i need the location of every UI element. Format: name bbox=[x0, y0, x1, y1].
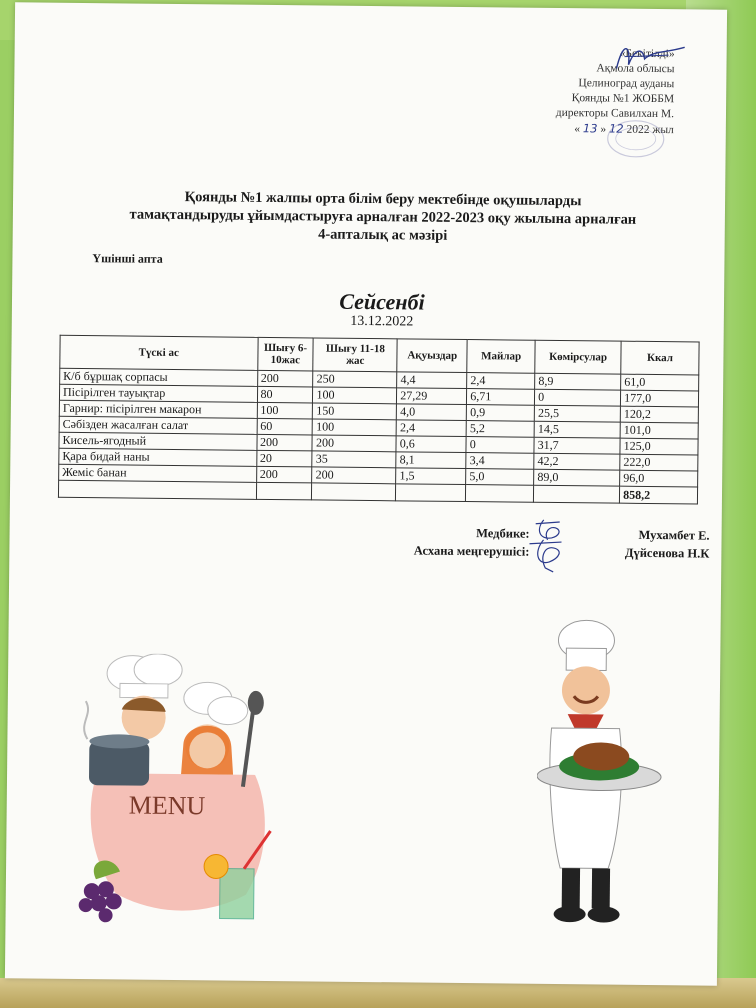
signer-role: Асхана меңгерушісі: bbox=[413, 543, 530, 559]
day-name: Сейсенбі bbox=[339, 288, 425, 315]
menu-word: MENU bbox=[128, 790, 206, 821]
fat-cell: 0,9 bbox=[467, 405, 535, 422]
column-header: Ккал bbox=[621, 341, 699, 375]
approval-date-month: 12 bbox=[608, 121, 624, 136]
column-header: Көмірсулар bbox=[535, 340, 621, 374]
kcal-cell: 125,0 bbox=[620, 438, 698, 455]
kcal-cell: 96,0 bbox=[620, 470, 698, 487]
approval-line: Ақмола облысы bbox=[596, 62, 675, 76]
dish-cell: Пісірілген тауықтар bbox=[59, 384, 257, 402]
empty-cell bbox=[58, 480, 256, 499]
carbs-cell: 89,0 bbox=[534, 469, 620, 486]
fat-cell: 0 bbox=[466, 437, 534, 454]
dish-cell: Сәбізден жасалған салат bbox=[59, 416, 257, 434]
fat-cell: 2,4 bbox=[467, 373, 535, 390]
kcal-total-cell: 858,2 bbox=[620, 486, 698, 504]
portion-senior-cell: 250 bbox=[313, 371, 397, 388]
document-title bbox=[83, 187, 684, 247]
carbs-cell: 25,5 bbox=[534, 405, 620, 422]
week-label: Үшінші апта bbox=[92, 251, 163, 266]
dish-cell: Гарнир: пісірілген макарон bbox=[59, 400, 257, 418]
empty-cell bbox=[534, 485, 620, 503]
chef-illustration bbox=[535, 618, 678, 929]
portion-senior-cell: 150 bbox=[313, 403, 397, 420]
kcal-cell: 101,0 bbox=[620, 422, 698, 439]
empty-cell bbox=[312, 483, 396, 501]
kcal-cell: 120,2 bbox=[620, 406, 698, 423]
empty-cell bbox=[256, 482, 312, 500]
carbs-cell: 14,5 bbox=[534, 421, 620, 438]
menu-document bbox=[5, 2, 727, 985]
portion-senior-cell: 200 bbox=[312, 467, 396, 484]
carbs-cell: 31,7 bbox=[534, 437, 620, 454]
approval-date: « 13 » 12 2022 жыл bbox=[574, 121, 674, 137]
protein-cell: 0,6 bbox=[396, 436, 466, 453]
day-date: 13.12.2022 bbox=[350, 313, 414, 330]
kcal-cell: 222,0 bbox=[620, 454, 698, 471]
menu-table bbox=[58, 335, 700, 505]
fat-cell: 6,71 bbox=[467, 389, 535, 406]
dish-cell: Жеміс банан bbox=[59, 464, 257, 482]
protein-cell: 8,1 bbox=[396, 452, 466, 469]
protein-cell: 4,0 bbox=[397, 404, 467, 421]
title-line: 4-апталық ас мәзірі bbox=[318, 226, 448, 244]
approval-date-year: 2022 жыл bbox=[626, 123, 674, 137]
portion-junior-cell: 20 bbox=[256, 450, 312, 467]
approval-line: «Бекітілді» bbox=[619, 47, 675, 61]
dish-cell: К/б бұршақ сорпасы bbox=[60, 368, 258, 386]
column-header: Ақуыздар bbox=[397, 339, 467, 373]
column-header: Шығу 6-10жас bbox=[257, 337, 313, 371]
fat-cell: 5,2 bbox=[466, 421, 534, 438]
column-header: Түскі ас bbox=[60, 335, 258, 370]
portion-junior-cell: 80 bbox=[257, 386, 313, 403]
approval-date-day: 13 bbox=[582, 121, 598, 136]
empty-cell bbox=[466, 485, 534, 503]
portion-junior-cell: 100 bbox=[257, 402, 313, 419]
protein-cell: 4,4 bbox=[397, 372, 467, 389]
portion-junior-cell: 200 bbox=[256, 466, 312, 483]
portion-junior-cell: 200 bbox=[257, 370, 313, 387]
carbs-cell: 0 bbox=[535, 389, 621, 406]
fat-cell: 3,4 bbox=[466, 453, 534, 470]
portion-senior-cell: 100 bbox=[313, 387, 397, 404]
portion-junior-cell: 60 bbox=[257, 418, 313, 435]
approval-line: директоры Савилхан М. bbox=[555, 106, 675, 121]
cook-signature bbox=[523, 534, 573, 575]
approval-line: Қоянды №1 ЖОББМ bbox=[571, 92, 675, 106]
portion-senior-cell: 35 bbox=[312, 451, 396, 468]
kcal-cell: 61,0 bbox=[621, 374, 699, 391]
fat-cell: 5,0 bbox=[466, 469, 534, 486]
title-line: Қоянды №1 жалпы орта білім беру мектебінде оқушыларды bbox=[184, 189, 582, 210]
carbs-cell: 8,9 bbox=[535, 373, 621, 390]
portion-senior-cell: 100 bbox=[313, 419, 397, 436]
column-header: Майлар bbox=[467, 340, 535, 374]
title-line: тамақтандыруды ұйымдастыруға арналған 2022-2023 оқу жылына арналған bbox=[129, 206, 637, 228]
portion-senior-cell: 200 bbox=[312, 435, 396, 452]
protein-cell: 1,5 bbox=[396, 468, 466, 485]
empty-cell bbox=[396, 484, 466, 502]
school-stamp bbox=[606, 118, 666, 159]
kids-cooking-illustration bbox=[55, 653, 298, 925]
kcal-cell: 177,0 bbox=[621, 390, 699, 407]
dish-cell: Кисель-ягодный bbox=[59, 432, 257, 450]
signer-name: Дүйсенова Н.К bbox=[624, 545, 710, 561]
protein-cell: 27,29 bbox=[397, 388, 467, 405]
signer-name: Мухамбет Е. bbox=[638, 527, 710, 543]
signer-role: Медбике: bbox=[476, 526, 530, 541]
director-signature bbox=[608, 39, 688, 76]
dish-cell: Қара бидай наны bbox=[59, 448, 257, 466]
portion-junior-cell: 200 bbox=[256, 434, 312, 451]
carbs-cell: 42,2 bbox=[534, 453, 620, 470]
protein-cell: 2,4 bbox=[396, 420, 466, 437]
column-header: Шығу 11-18 жас bbox=[313, 338, 397, 372]
approval-line: Целиноград ауданы bbox=[578, 77, 675, 91]
